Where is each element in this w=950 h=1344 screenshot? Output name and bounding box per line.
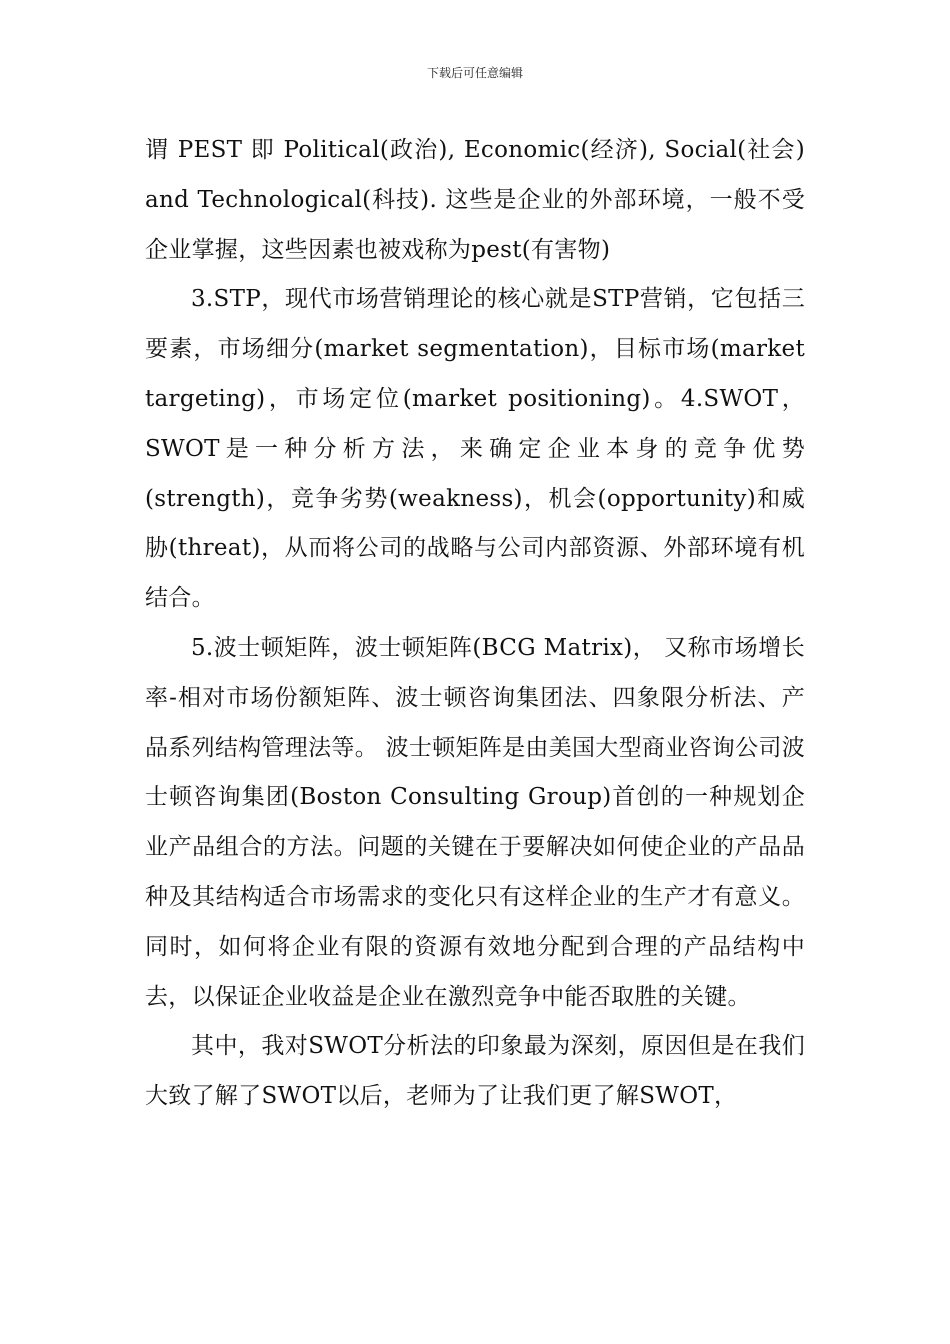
paragraph-bcg: 5.波士顿矩阵，波士顿矩阵(BCG Matrix)， 又称市场增长率-相对市场份额矩阵、波士顿咨询集团法、四象限分析法、产品系列结构管理法等。 波士顿矩阵是由美国大型商业咨询公司波士顿咨询集团(Boston Consulting Group)首创的一种规划企业产品组合的方法。问题的关键在于要解决如何使企业的产品品种及其结构适合市场需求的变化只有这样企业的生产才有意义。同时，如何将企业有限的资源有效地分配到合理的产品结构中去，以保证企业收益是企业在激烈竞争中能否取胜的关键。 — [145, 634, 806, 1010]
paragraph-pest: 谓 PEST 即 Political(政治), Economic(经济), Social(社会) and Technological(科技). 这些是企业的外部环境，一般不受企业掌握，这些因素也被戏称为pest(有害物) — [145, 137, 805, 263]
document-body — [145, 126, 805, 1122]
page-header: 下载后可任意编辑 — [426, 66, 523, 80]
paragraph-swot-impression: 其中，我对SWOT分析法的印象最为深刻，原因但是在我们大致了解了SWOT以后，老师为了让我们更了解SWOT， — [145, 1033, 805, 1110]
paragraph-stp-swot: 3.STP，现代市场营销理论的核心就是STP营销，它包括三要素，市场细分(market segmentation)，目标市场(market targeting)，市场定位(market positioning)。4.SWOT，SWOT是一种分析方法，来确定企业本身的竞争优势(strength)，竞争劣势(weakness)，机会(opportunity)和威胁(threat)，从而将公司的战略与公司内部资源、外部环境有机结合。 — [145, 286, 805, 612]
